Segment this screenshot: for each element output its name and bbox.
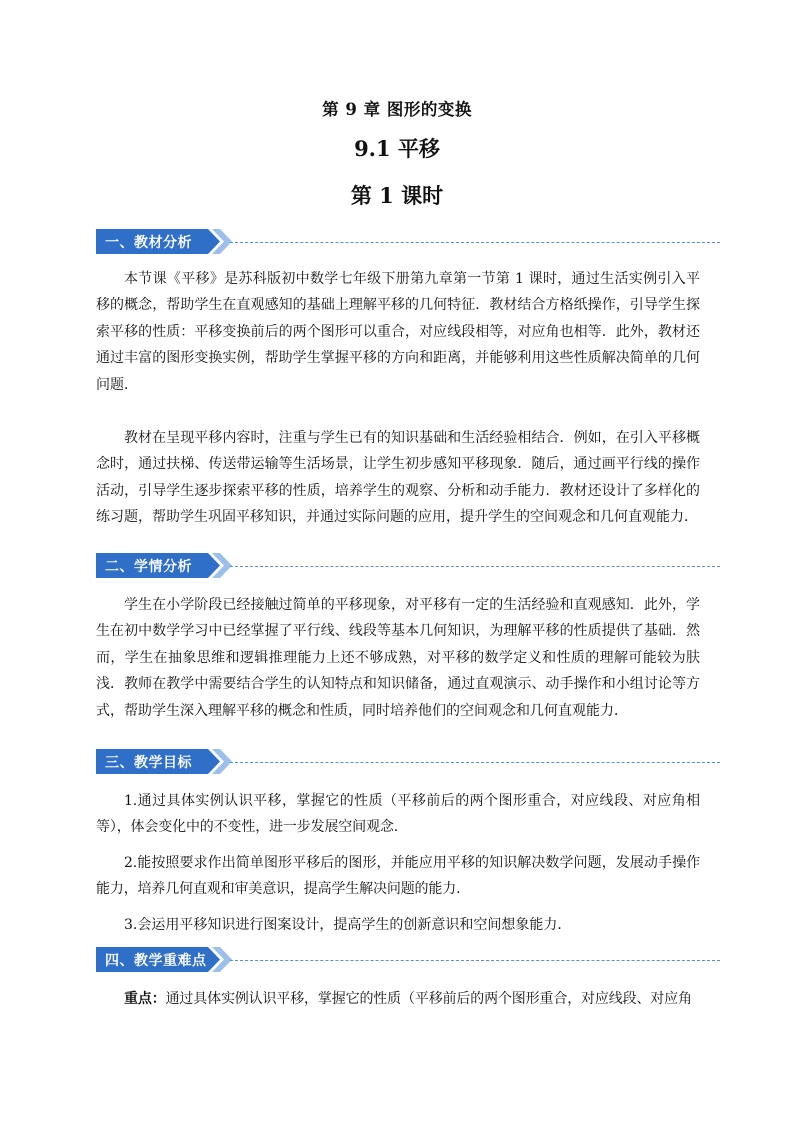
- section-banner: [96, 229, 228, 254]
- section-heading-teaching-goals: [96, 749, 720, 775]
- section-heading-student-analysis: [96, 553, 720, 579]
- section-divider: [230, 242, 720, 243]
- section-heading-label: 一、教材分析: [105, 235, 192, 251]
- section-banner: [96, 947, 228, 972]
- section-divider: [230, 762, 720, 763]
- section-divider: [230, 566, 720, 567]
- goal-item-1: 1.通过具体实例认识平移，掌握它的性质（平移前后的两个图形重合，对应线段、对应角相等），体会变化中的不变性，进一步发展空间观念.: [96, 793, 700, 836]
- key-point-label: 重点：: [124, 991, 166, 1007]
- section-title: 9.1 平移: [354, 136, 440, 161]
- section-divider: [230, 960, 720, 961]
- goal-item-3: 3.会运用平移知识进行图案设计，提高学生的创新意识和空间想象能力．: [124, 917, 572, 933]
- lesson-title: 第 1 课时: [350, 183, 444, 208]
- paragraph-textbook-analysis-1: 本节课《平移》是苏科版初中数学七年级下册第九章第一节第 1 课时，通过生活实例引入平移的概念，帮助学生在直观感知的基础上理解平移的几何特征．教材结合方格纸操作，引导学生探索平移的性质：平移变换前后的两个图形可以重合，对应线段相等，对应角也相等．此外，教材还通过丰富的图形变换实例，帮助学生掌握平移的方向和距离，并能够利用这些性质解决简单的几何问题．: [96, 271, 700, 393]
- section-heading-label: 四、教学重难点: [105, 953, 207, 969]
- key-point-paragraph: [96, 986, 700, 1012]
- section-heading-label: 二、学情分析: [105, 559, 192, 575]
- paragraph-student-analysis: 学生在小学阶段已经接触过简单的平移现象，对平移有一定的生活经验和直观感知．此外，学生在初中数学学习中已经掌握了平行线、线段等基本几何知识，为理解平移的性质提供了基础．然而，学生在抽象思维和逻辑推理能力上还不够成熟，对平移的数学定义和性质的理解可能较为肤浅．教师在教学中需要结合学生的认知特点和知识储备，通过直观演示、动手操作和小组讨论等方式，帮助学生深入理解平移的概念和性质，同时培养他们的空间观念和几何直观能力．: [96, 597, 700, 719]
- paragraph-textbook-analysis-2: 教材在呈现平移内容时，注重与学生已有的知识基础和生活经验相结合．例如，在引入平移概念时，通过扶梯、传送带运输等生活场景，让学生初步感知平移现象．随后，通过画平行线的操作活动，引导学生逐步探索平移的性质，培养学生的观察、分析和动手能力．教材还设计了多样化的练习题，帮助学生巩固平移知识，并通过实际问题的应用，提升学生的空间观念和几何直观能力．: [96, 430, 700, 526]
- section-heading-label: 三、教学目标: [105, 755, 192, 771]
- section-heading-key-difficult-points: [96, 947, 720, 973]
- goal-item-2: 2.能按照要求作出简单图形平移后的图形，并能应用平移的知识解决数学问题，发展动手操作能力，培养几何直观和审美意识，提高学生解决问题的能力.: [96, 855, 700, 898]
- section-banner: [96, 749, 228, 774]
- section-banner: [96, 553, 228, 578]
- key-point-text: 通过具体实例认识平移，掌握它的性质（平移前后的两个图形重合，对应线段、对应角: [165, 991, 692, 1007]
- chapter-title: 第 9 章 图形的变换: [322, 100, 472, 119]
- section-heading-textbook-analysis: [96, 229, 720, 255]
